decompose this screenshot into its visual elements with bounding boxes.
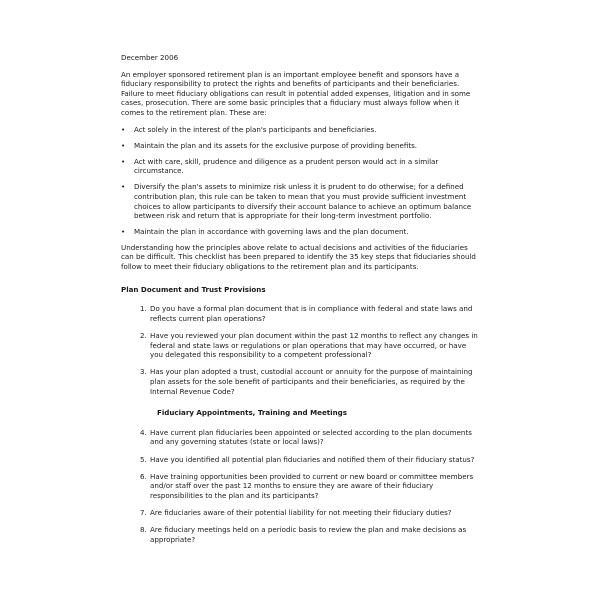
item-text: Have you reviewed your plan document within the past 12 months to reflect any changes in federal and state laws or regulations or plan operations that may have occurred, or have you delegated this responsibility to a competent professional? [150, 331, 478, 360]
bullet-text: Diversify the plan's assets to minimize risk unless it is prudent to do otherwise; for a defined contribution plan, this rule can be taken to mean that you must provide sufficient investment choices to allow participants to diversify their account balance to achieve an optimum balance between risk and return that is appropriate for their long-term investment portfolio. [134, 182, 472, 221]
checklist-item [121, 304, 481, 323]
item-text: Do you have a formal plan document that is in compliance with federal and state laws and reflects current plan operations? [150, 304, 473, 323]
item-number: 3. [140, 367, 147, 377]
item-number: 1. [140, 304, 147, 314]
summary-paragraph: Understanding how the principles above relate to actual decisions and activities of the fiduciaries can be difficult. This checklist has been prepared to identify the 35 key steps that fiduciaries should follow to meet their fiduciary obligations to the retirement plan and its participants. [121, 242, 476, 272]
item-text: Has your plan adopted a trust, custodial account or annuity for the purpose of maintaining plan assets for the sole benefit of participants and their beneficiaries, as required by the Internal Revenue Code? [150, 367, 473, 396]
bullet-icon: • [121, 140, 126, 150]
section-heading-fiduciary-appointments: Fiduciary Appointments, Training and Meetings [157, 408, 347, 418]
bullet-text: Act with care, skill, prudence and diligence as a prudent person would act in a similar circumstance. [134, 156, 439, 176]
checklist-section-2 [121, 428, 481, 545]
item-text: Are fiduciary meetings held on a periodic basis to review the plan and make decisions as appropriate? [150, 525, 467, 544]
bullet-icon: • [121, 182, 126, 192]
checklist-item [121, 428, 481, 447]
item-text: Are fiduciaries aware of their potential liability for not meeting their fiduciary duties? [150, 508, 452, 518]
list-item [121, 182, 481, 220]
bullet-text: Act solely in the interest of the plan's participants and beneficiaries. [134, 125, 377, 135]
checklist-item [121, 472, 481, 501]
document-body [121, 53, 481, 552]
bullet-text: Maintain the plan and its assets for the exclusive purpose of providing benefits. [134, 140, 418, 150]
principles-list [121, 125, 481, 237]
checklist-item [121, 525, 481, 544]
item-number: 8. [140, 525, 147, 535]
item-text: Have current plan fiduciaries been appointed or selected according to the plan documents and any governing statutes (state or local laws)? [150, 427, 472, 447]
intro-paragraph: An employer sponsored retirement plan is an important employee benefit and sponsors have a fiduciary responsibility to protect the rights and benefits of participants and their beneficiaries. Failure to meet fiduciary obligations can result in potential added expenses, litigation and in some cases, prosecution. There are some basic principles that a fiduciary must always follow when it comes to the retirement plan. These are: [121, 69, 471, 117]
list-item [121, 157, 481, 176]
checklist-item [121, 508, 481, 518]
list-item [121, 125, 481, 135]
item-text: Have you identified all potential plan fiduciaries and notified them of their fiduciary status? [150, 454, 475, 464]
item-number: 5. [140, 454, 147, 464]
checklist-section-1 [121, 304, 481, 396]
item-text: Have training opportunities been provided to current or new board or committee members and/or staff over the past 12 months to ensure they are aware of their fiduciary responsibilities to the plan and its participants? [150, 471, 474, 500]
bullet-icon: • [121, 227, 126, 236]
list-item [121, 141, 481, 151]
item-number: 4. [140, 427, 147, 437]
list-item [121, 227, 481, 237]
item-number: 2. [140, 331, 147, 341]
item-number: 6. [140, 471, 147, 481]
checklist-item [121, 455, 481, 465]
item-number: 7. [140, 508, 147, 518]
checklist-item [121, 367, 481, 396]
checklist-item [121, 331, 481, 360]
bullet-icon: • [121, 156, 126, 166]
bullet-icon: • [121, 125, 126, 135]
document-date: December 2006 [121, 53, 179, 62]
section-heading-plan-document: Plan Document and Trust Provisions [121, 284, 266, 294]
bullet-text: Maintain the plan in accordance with governing laws and the plan document. [134, 227, 409, 236]
